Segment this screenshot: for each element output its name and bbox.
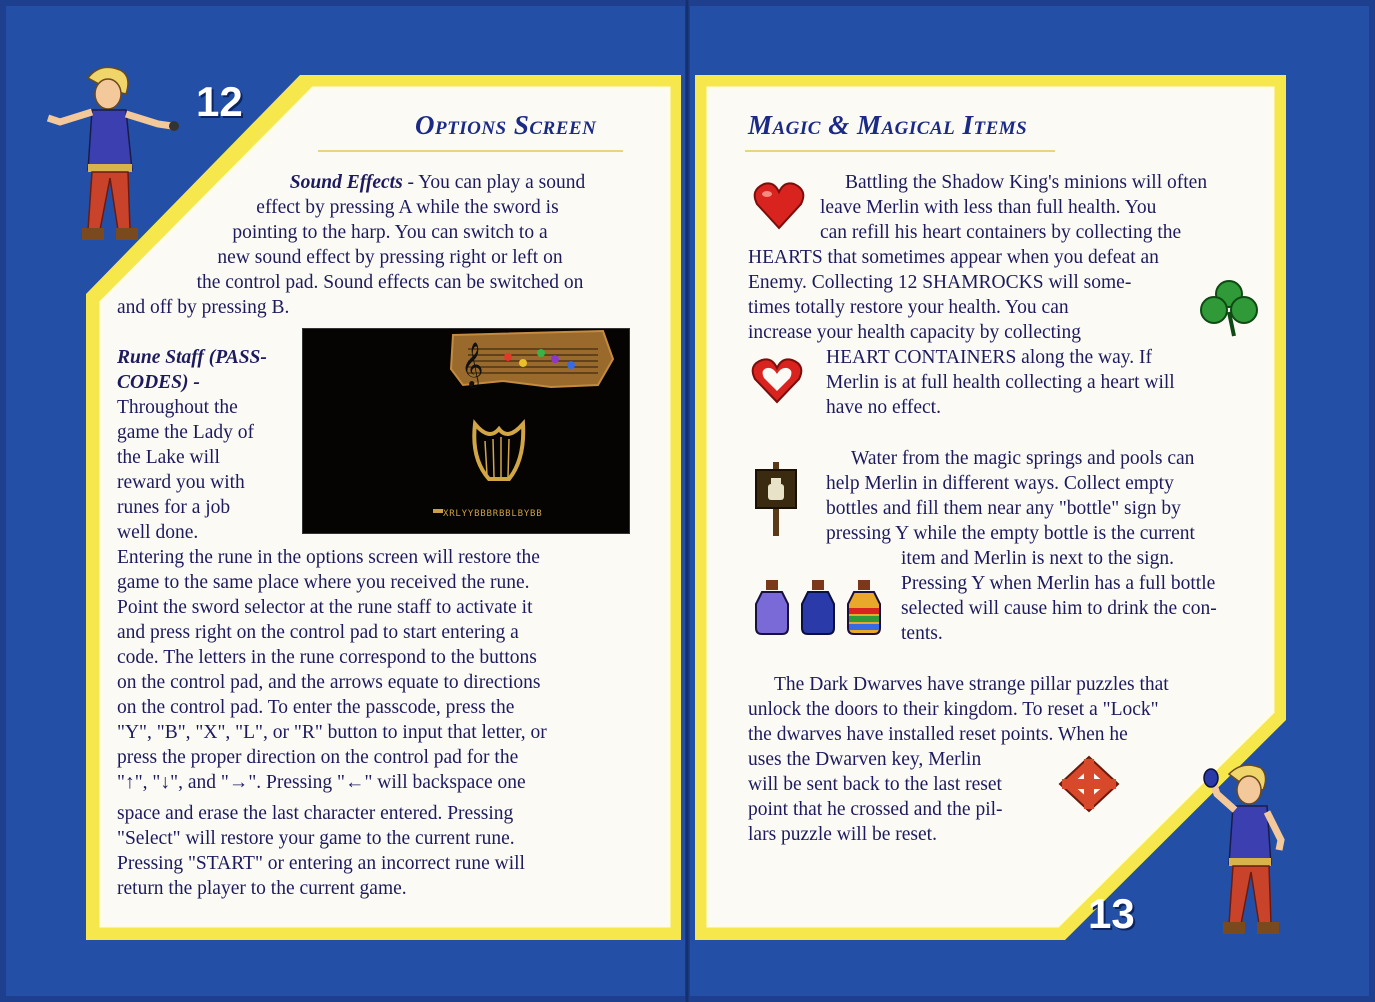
health-paragraph <box>748 170 1268 420</box>
text-line: selected will cause him to drink the con- <box>901 598 1217 619</box>
rune-staff-intro <box>117 345 297 545</box>
text-line: the control pad. Sound effects can be switched on <box>196 272 584 293</box>
text-line: Enemy. Collecting 12 SHAMROCKS will some- <box>748 272 1132 293</box>
text-line: the Lake will <box>117 447 220 468</box>
text-line: tents. <box>901 623 943 644</box>
bottles-icon <box>752 578 892 636</box>
text-line: pointing to the harp. You can switch to a <box>232 222 548 243</box>
bottle-icon <box>756 580 788 634</box>
note-icon <box>537 349 545 357</box>
sound-effects-heading: Sound Effects <box>289 172 403 193</box>
text-line: and press right on the control pad to start entering a <box>117 622 519 643</box>
rune-staff-body <box>117 545 677 901</box>
text-line: "Select" will restore your game to the current rune. <box>117 828 515 849</box>
text-line: the dwarves have installed reset points. When he <box>748 724 1128 745</box>
rune-code-readout: XRLYYBBBRBBLBYBB <box>443 509 543 519</box>
text-line: bottles and fill them near any "bottle" sign by <box>826 498 1181 519</box>
text-line: on the control pad. To enter the passcode, press the <box>117 697 515 718</box>
sword-selector-icon <box>433 509 443 513</box>
page-number-right: 13 <box>1088 890 1135 937</box>
bottle-icon <box>848 580 880 634</box>
text-line: Pressing "START" or entering an incorrect rune will <box>117 853 525 874</box>
text-line: HEART CONTAINERS along the way. If <box>826 347 1153 368</box>
title-rule-right <box>745 150 1055 152</box>
text-line: new sound effect by pressing right or left on <box>217 247 563 268</box>
shamrock-icon <box>1198 278 1260 340</box>
merlin-figure-icon <box>1195 760 1305 940</box>
dwarves-paragraph <box>748 672 1268 847</box>
text-line: game the Lady of <box>117 422 254 443</box>
text-line: unlock the doors to their kingdom. To reset a "Lock" <box>748 699 1159 720</box>
text-line: space and erase the last character entered. Pressing <box>117 803 514 824</box>
sound-effects-paragraph <box>110 170 670 295</box>
text-line: effect by pressing A while the sword is <box>256 197 559 218</box>
text-line: times totally restore your health. You can <box>748 297 1069 318</box>
text-line: well done. <box>117 522 199 543</box>
text-line: and off by pressing B. <box>117 297 290 318</box>
text-line: code. The letters in the rune correspond to the buttons <box>117 647 537 668</box>
text-line: HEARTS that sometimes appear when you defeat an <box>748 247 1159 268</box>
reset-point-icon <box>1058 755 1120 813</box>
text-line: "Y", "B", "X", "L", or "R" button to input that letter, or <box>117 722 547 743</box>
text-line: can refill his heart containers by collecting the <box>820 222 1182 243</box>
text-line: Pressing Y when Merlin has a full bottle <box>901 573 1216 594</box>
screenshot-art <box>303 329 629 533</box>
note-icon <box>567 361 575 369</box>
text-line: will be sent back to the last reset <box>748 774 1002 795</box>
text-line: - You can play a sound <box>407 172 586 193</box>
text-line: Battling the Shadow King's minions will often <box>845 172 1208 193</box>
text-line: Entering the rune in the options screen will restore the <box>117 547 540 568</box>
note-icon <box>551 355 559 363</box>
text-line: Merlin is at full health collecting a heart will <box>826 372 1175 393</box>
title-rule-left <box>318 150 623 152</box>
page-title-right: Magic & Magical Items <box>748 110 1028 140</box>
text-line: pressing Y while the empty bottle is the current <box>826 523 1195 544</box>
text-line: press the proper direction on the control pad for the <box>117 747 519 768</box>
note-icon <box>519 359 527 367</box>
text-line: on the control pad, and the arrows equate to directions <box>117 672 541 693</box>
text-line: have no effect. <box>826 397 941 418</box>
rune-staff-heading: Rune Staff (PASS- <box>117 347 267 368</box>
text-line: reward you with <box>117 472 245 493</box>
text-line: help Merlin in different ways. Collect empty <box>826 473 1174 494</box>
page-number-left: 12 <box>196 78 243 125</box>
text-line: leave Merlin with less than full health. You <box>820 197 1157 218</box>
note-icon <box>504 353 512 361</box>
rune-staff-heading: CODES) - <box>117 372 200 393</box>
harp-icon <box>474 424 523 479</box>
text-line: return the player to the current game. <box>117 878 407 899</box>
treble-clef-icon: 𝄞 <box>461 342 484 386</box>
text-line: Throughout the <box>117 397 238 418</box>
text-line: runes for a job <box>117 497 231 518</box>
text-line: "↑", "↓", and "→". Pressing "←" will backspace one <box>117 772 526 793</box>
options-screenshot <box>302 328 630 534</box>
text-line: Water from the magic springs and pools can <box>851 448 1195 469</box>
text-line: lars puzzle will be reset. <box>748 824 937 845</box>
text-line: item and Merlin is next to the sign. <box>901 548 1174 569</box>
text-line: uses the Dwarven key, Merlin <box>748 749 982 770</box>
bottle-icon <box>802 580 834 634</box>
page-title-left: Options Screen <box>415 110 597 140</box>
text-line: increase your health capacity by collecting <box>748 322 1081 343</box>
heart-container-icon <box>750 356 804 406</box>
text-line: game to the same place where you received the rune. <box>117 572 530 593</box>
text-line: The Dark Dwarves have strange pillar puzzles that <box>774 674 1169 695</box>
text-line: point that he crossed and the pil- <box>748 799 1003 820</box>
text-line: Point the sword selector at the rune staff to activate it <box>117 597 533 618</box>
